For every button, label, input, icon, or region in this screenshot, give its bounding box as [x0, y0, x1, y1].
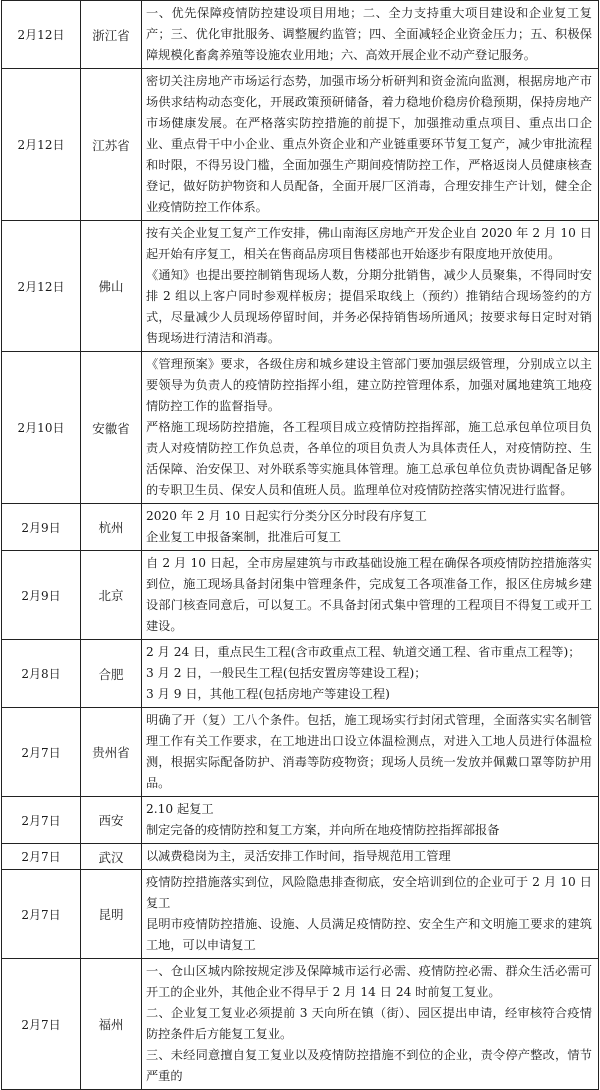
policy-paragraph: 企业复工申报备案制，批准后可复工: [146, 530, 341, 544]
date-cell: 2月12日: [2, 1, 81, 69]
table-row: [2, 1, 599, 69]
date-cell: 2月8日: [2, 640, 81, 708]
policy-content-cell: [142, 1, 599, 69]
region-cell: 福州: [81, 959, 142, 1090]
policy-paragraph: 《管理预案》要求，各级住房和城乡建设主管部门要加强层级管理，分别成立以主要领导为负责人的疫情防控指挥小组，建立防控管理体系，加强对属地建筑工地疫情防控工作的监督指导。: [146, 357, 592, 413]
policy-paragraph: 自 2 月 10 日起，全市房屋建筑与市政基础设施工程在确保各项疫情防控措施落实到位，施工现场具备封闭集中管理条件，完成复工各项准备工作，报区住房城乡建设部门核查同意后，可以复工。不具备封闭式集中管理的工程项目不得复工或开工建设。: [146, 556, 592, 633]
policy-paragraph: 2.10 起复工: [146, 802, 214, 816]
policy-content-cell: [142, 959, 599, 1090]
policy-content-cell: [142, 708, 599, 797]
policy-content-cell: [142, 797, 599, 844]
region-cell: 西安: [81, 797, 142, 844]
table-row: [2, 844, 599, 870]
date-cell: 2月12日: [2, 69, 81, 221]
region-cell: 杭州: [81, 504, 142, 551]
region-cell: 武汉: [81, 844, 142, 870]
policy-paragraph: 三、未经同意擅自复工复业以及疫情防控措施不到位的企业，责令停产整改，情节严重的: [146, 1048, 592, 1083]
policy-paragraph: 昆明市疫情防控措施、设施、人员满足疫情防控、安全生产和文明施工要求的建筑工地，可以申请复工: [146, 917, 592, 952]
policy-paragraph: 一、仓山区城内除按规定涉及保障城市运行必需、疫情防控必需、群众生活必需可开工的企业外，其他企业不得早于 2 月 14 日 24 时前复工复业。: [146, 964, 592, 999]
date-cell: 2月7日: [2, 844, 81, 870]
region-cell: 北京: [81, 551, 142, 640]
table-row: [2, 870, 599, 959]
policy-paragraph: 按有关企业复工复产工作安排，佛山南海区房地产开发企业自 2020 年 2 月 10 日起开始有序复工，相关在售商品房项目售楼部也开始逐步有限度地开放使用。: [146, 226, 592, 261]
policy-content-cell: [142, 352, 599, 504]
policy-paragraph: 疫情防控措施落实到位，风险隐患排查彻底，安全培训到位的企业可于 2 月 10 日复工: [146, 875, 592, 910]
date-cell: 2月7日: [2, 959, 81, 1090]
policy-paragraph: 《通知》也提出要控制销售现场人数，分期分批销售，减少人员聚集，不得同时安排 2 组以上客户同时参观样板房；提倡采取线上（预约）推销结合现场签约的方式，尽量减少人员现场停留时间，并务必保持销售场所通风；按要求每日定时对销售现场进行清洁和消毒。: [146, 268, 592, 345]
policy-content-cell: [142, 221, 599, 352]
table-row: [2, 551, 599, 640]
date-cell: 2月7日: [2, 870, 81, 959]
date-cell: 2月7日: [2, 708, 81, 797]
policy-paragraph: 以减费稳岗为主，灵活安排工作时间，指导规范用工管理: [146, 849, 451, 863]
policy-content-cell: [142, 844, 599, 870]
date-cell: 2月9日: [2, 504, 81, 551]
table-row: [2, 69, 599, 221]
policy-paragraph: 2020 年 2 月 10 日起实行分类分区分时段有序复工: [146, 509, 427, 523]
policy-content-cell: [142, 870, 599, 959]
policy-content-cell: [142, 551, 599, 640]
region-cell: 贵州省: [81, 708, 142, 797]
region-cell: 浙江省: [81, 1, 142, 69]
policy-paragraph: 一、优先保障疫情防控建设项目用地；二、全力支持重大项目建设和企业复工复产；三、优化审批服务、调整履约监管；四、全面减轻企业资金压力；五、积极保障规模化畜禽养殖等设施农业用地；六、高效开展企业不动产登记服务。: [146, 6, 592, 62]
policy-paragraph: 3 月 2 日，一般民生工程(包括安置房等建设工程)；: [146, 666, 427, 680]
region-cell: 合肥: [81, 640, 142, 708]
table-row: [2, 797, 599, 844]
policy-paragraph: 制定完备的疫情防控和复工方案，并向所在地疫情防控指挥部报备: [146, 823, 500, 837]
region-cell: 昆明: [81, 870, 142, 959]
region-cell: 佛山: [81, 221, 142, 352]
policy-content-cell: [142, 504, 599, 551]
policy-paragraph: 明确了开（复）工八个条件。包括，施工现场实行封闭式管理，全面落实实名制管理工作有关工作要求，在工地进出口设立体温检测点，对进入工地人员进行体温检测，根据实际配备防护、消毒等防疫物资；现场人员统一发放并佩戴口罩等防护用品。: [146, 713, 592, 790]
policy-content-cell: [142, 640, 599, 708]
table-row: [2, 959, 599, 1090]
date-cell: 2月9日: [2, 551, 81, 640]
table-row: [2, 708, 599, 797]
policy-paragraph: 严格施工现场防控措施，各工程项目成立疫情防控指挥部，施工总承包单位项目负责人对疫情防控工作负总责，各单位的项目负责人为具体责任人，对疫情防控、生活保障、治安保卫、对外联系等实施具体管理。施工总承包单位负责协调配备足够的专职卫生员、保安人员和值班人员。监理单位对疫情防控落实情况进行监督。: [146, 420, 592, 497]
policy-table: [1, 0, 599, 1090]
policy-paragraph: 2 月 24 日，重点民生工程(含市政重点工程、轨道交通工程、省市重点工程等)；: [146, 645, 581, 659]
policy-content-cell: [142, 69, 599, 221]
region-cell: 江苏省: [81, 69, 142, 221]
policy-paragraph: 3 月 9 日，其他工程(包括房地产等建设工程): [146, 687, 390, 701]
policy-paragraph: 密切关注房地产市场运行态势，加强市场分析研判和资金流向监测，根据房地产市场供求结构动态变化，开展政策预研储备，着力稳地价稳房价稳预期，保持房地产市场健康发展。在严格落实防控措施的前提下，加强推动重点项目、重点出口企业、重点骨干中小企业、重点外资企业和产业链重要环节复工复产，减少审批流程和时限，不得另设门槛，全面加强生产期间疫情防控工作，严格返岗人员健康核查登记，做好防护物资和人员配备，全面开展厂区消毒，合理安排生产计划，健全企业疫情防控工作体系。: [146, 74, 592, 214]
date-cell: 2月12日: [2, 221, 81, 352]
table-row: [2, 352, 599, 504]
region-cell: 安徽省: [81, 352, 142, 504]
table-row: [2, 504, 599, 551]
table-row: [2, 640, 599, 708]
table-row: [2, 221, 599, 352]
date-cell: 2月7日: [2, 797, 81, 844]
policy-paragraph: 二、企业复工复业必须提前 3 天向所在镇（街）、园区提出申请，经审核符合疫情防控条件后方能复工复业。: [146, 1006, 592, 1041]
date-cell: 2月10日: [2, 352, 81, 504]
